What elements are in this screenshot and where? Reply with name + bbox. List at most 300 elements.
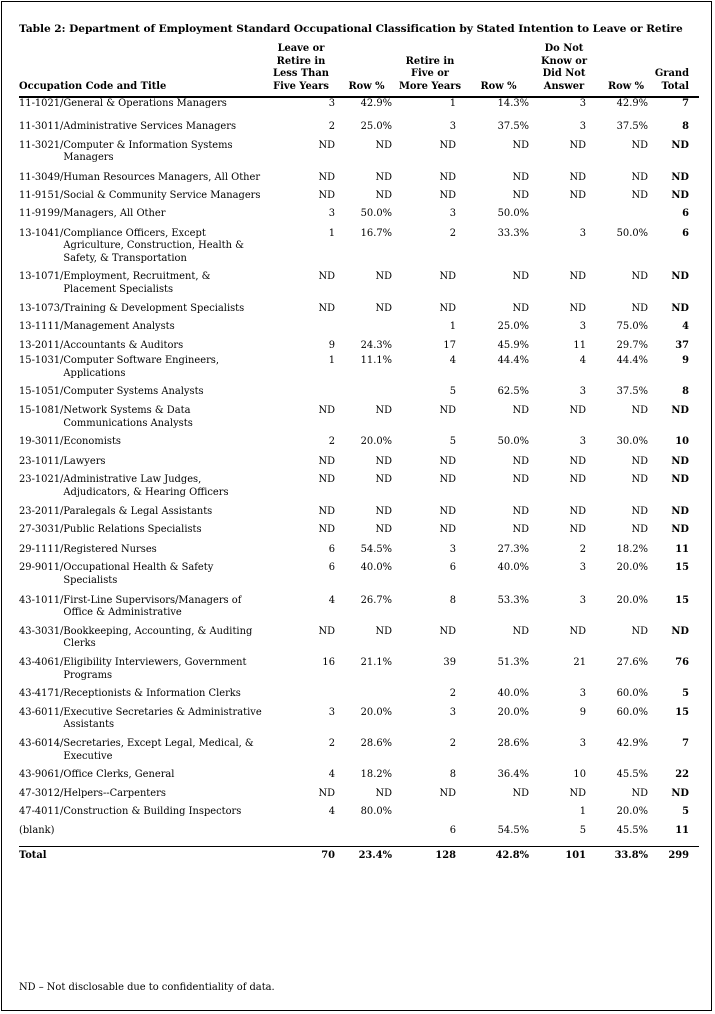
grand-total-cell: 11 <box>675 543 689 555</box>
occupation-title: Administrative Law Judges, Adjudicators, & Hearing Officers <box>63 474 229 499</box>
grand-total-cell: ND <box>671 405 689 417</box>
occupation-title: Managers, All Other <box>63 207 166 219</box>
retire-count-cell: 6 <box>449 824 456 836</box>
retire-count-cell: 3 <box>449 543 456 555</box>
dontknow-row-pct-cell: ND <box>631 190 648 202</box>
retire-count-cell: 2 <box>449 688 456 700</box>
dontknow-row-pct-cell: ND <box>631 302 648 314</box>
dontknow-row-pct-cell: 75.0% <box>616 321 648 333</box>
leave-row-pct-cell: ND <box>375 302 392 314</box>
occupation-title: Social & Community Service Managers <box>63 190 261 202</box>
leave-row-pct-cell: ND <box>375 171 392 183</box>
occupation-cell <box>19 825 262 846</box>
dontknow-count-cell: 3 <box>579 227 586 239</box>
retire-row-pct-cell: 44.4% <box>497 355 529 367</box>
grand-total-cell: 7 <box>682 98 689 110</box>
retire-row-pct-cell: 50.0% <box>497 436 529 448</box>
table-row <box>19 806 699 825</box>
occupation-title: (blank) <box>19 824 55 836</box>
grand-total-cell: 76 <box>675 656 689 668</box>
occupation-entry <box>19 788 262 801</box>
table-row <box>19 544 699 563</box>
occupation-cell <box>19 271 262 302</box>
occupation-cell <box>19 208 262 228</box>
occupation-code: 13-1041/ <box>19 227 64 239</box>
leave-row-pct-cell: ND <box>375 474 392 486</box>
dontknow-count-cell: ND <box>569 625 586 637</box>
leave-count-cell: 4 <box>328 769 335 781</box>
retire-count-cell: 3 <box>449 120 456 132</box>
retire-count-cell: 3 <box>449 207 456 219</box>
header-leave-line: Five Years <box>273 80 329 92</box>
retire-count-cell: ND <box>439 139 456 151</box>
leave-count-cell: ND <box>318 625 335 637</box>
table-body <box>19 97 699 862</box>
retire-row-pct-cell: ND <box>512 302 529 314</box>
table-row <box>19 303 699 322</box>
occupation-entry <box>19 190 262 203</box>
dontknow-row-pct-cell: ND <box>631 405 648 417</box>
dontknow-count-cell: ND <box>569 787 586 799</box>
occupation-code: 43-4171/ <box>19 688 64 700</box>
leave-row-pct-cell: ND <box>375 405 392 417</box>
dontknow-count-cell: 9 <box>579 706 586 718</box>
occupation-title: Administrative Services Managers <box>63 120 237 132</box>
grand-total-cell: 7 <box>682 737 689 749</box>
dontknow-count-cell: 1 <box>579 806 586 818</box>
header-dontknow <box>530 43 598 97</box>
table-title: Table 2: Department of Employment Standard Occupational Classification by Stated Intention to Leave or Retire <box>19 23 683 35</box>
occupation-code: 13-1073/ <box>19 302 64 314</box>
dontknow-row-pct-cell: ND <box>631 139 648 151</box>
occupation-code: 43-1011/ <box>19 594 64 606</box>
retire-count-cell: 1 <box>449 321 456 333</box>
retire-row-pct-cell: 25.0% <box>497 321 529 333</box>
occupation-code: 11-3049/ <box>19 171 64 183</box>
total-retire-row-pct-cell: 42.8% <box>467 846 530 862</box>
retire-count-cell: ND <box>439 455 456 467</box>
dontknow-count-cell: 3 <box>579 688 586 700</box>
occupation-title: Training & Development Specialists <box>63 302 245 314</box>
leave-row-pct-cell: ND <box>375 455 392 467</box>
leave-row-pct-cell: ND <box>375 505 392 517</box>
occupation-entry <box>19 626 262 651</box>
retire-row-pct-cell: 51.3% <box>497 656 529 668</box>
leave-row-pct-cell: ND <box>375 271 392 283</box>
occupation-code: 11-1021/ <box>19 98 64 110</box>
occupation-entry <box>19 506 262 519</box>
occupation-code: 15-1031/ <box>19 355 64 367</box>
occupation-code: 29-9011/ <box>19 562 64 574</box>
dontknow-count-cell: ND <box>569 302 586 314</box>
leave-count-cell: ND <box>318 190 335 202</box>
retire-row-pct-cell: 36.4% <box>497 769 529 781</box>
total-leave-count-cell: 70 <box>262 846 340 862</box>
retire-row-pct-cell: 50.0% <box>497 207 529 219</box>
leave-count-cell: ND <box>318 455 335 467</box>
occupation-cell <box>19 544 262 563</box>
dontknow-count-cell: 21 <box>573 656 586 668</box>
retire-row-pct-cell: ND <box>512 271 529 283</box>
occupation-cell <box>19 657 262 688</box>
occupation-cell <box>19 769 262 788</box>
leave-count-cell: ND <box>318 524 335 536</box>
leave-count-cell <box>262 825 340 846</box>
occupation-title: Occupational Health & Safety Specialists <box>63 562 214 586</box>
occupation-cell <box>19 97 262 121</box>
leave-row-pct-cell: 50.0% <box>360 207 392 219</box>
leave-row-pct-cell: ND <box>375 787 392 799</box>
header-retire-line: More Years <box>398 80 462 92</box>
leave-count-cell: ND <box>318 139 335 151</box>
occupation-title: Computer Systems Analysts <box>63 386 204 398</box>
retire-count-cell: ND <box>439 302 456 314</box>
grand-total-cell: 9 <box>682 355 689 367</box>
retire-count-cell: ND <box>439 271 456 283</box>
retire-count-cell: 39 <box>443 656 456 668</box>
occupation-code: 15-1051/ <box>19 386 64 398</box>
leave-count-cell <box>262 688 340 707</box>
occupation-title: First-Line Supervisors/Managers of Office & Administrative <box>63 594 242 619</box>
dontknow-row-pct-cell: ND <box>631 474 648 486</box>
occupation-code: 29-1111/ <box>19 543 64 555</box>
retire-count-cell: ND <box>439 474 456 486</box>
retire-row-pct-cell: 20.0% <box>497 706 529 718</box>
occupation-code: 23-2011/ <box>19 505 64 517</box>
grand-total-cell: 4 <box>682 321 689 333</box>
leave-row-pct-cell: 28.6% <box>360 737 392 749</box>
dontknow-count-cell: 3 <box>579 594 586 606</box>
leave-count-cell: ND <box>318 787 335 799</box>
retire-row-pct-cell: ND <box>512 171 529 183</box>
dontknow-row-pct-cell: ND <box>631 505 648 517</box>
occupation-entry <box>19 595 262 620</box>
occupation-title: Receptionists & Information Clerks <box>63 688 241 700</box>
occupation-code: 23-1021/ <box>19 474 64 486</box>
leave-row-pct-cell: 40.0% <box>360 562 392 574</box>
total-label: Total <box>19 846 262 862</box>
occupation-title: Registered Nurses <box>63 543 157 555</box>
leave-count-cell: 9 <box>328 339 335 351</box>
table-row <box>19 405 699 436</box>
occupation-title: Employment, Recruitment, & Placement Specialists <box>63 271 211 295</box>
header-row-pct-3: Row % <box>598 43 654 97</box>
retire-count-cell: 3 <box>449 706 456 718</box>
total-leave-row-pct-cell: 23.4% <box>340 846 393 862</box>
dontknow-row-pct-cell: 20.0% <box>616 594 648 606</box>
retire-row-pct-cell: ND <box>512 455 529 467</box>
occupation-code: 43-9061/ <box>19 769 64 781</box>
dontknow-count-cell: ND <box>569 171 586 183</box>
occupation-entry <box>19 208 262 221</box>
retire-count-cell: ND <box>439 171 456 183</box>
occupation-title: Lawyers <box>63 455 106 467</box>
occupation-title: Bookkeeping, Accounting, & Auditing Clerks <box>63 625 253 650</box>
occupation-entry <box>19 140 262 165</box>
occupation-entry <box>19 707 262 732</box>
retire-count-cell: ND <box>439 625 456 637</box>
occupation-entry <box>19 121 262 134</box>
occupation-cell <box>19 140 262 172</box>
dontknow-row-pct-cell: ND <box>631 171 648 183</box>
retire-row-pct-cell: 28.6% <box>497 737 529 749</box>
retire-row-pct-cell: 45.9% <box>497 339 529 351</box>
occupation-title: Computer Software Engineers, Applications <box>63 355 219 379</box>
occupation-code: 23-1011/ <box>19 455 64 467</box>
occupation-title: Office Clerks, General <box>63 769 175 781</box>
dontknow-count-cell <box>530 208 598 228</box>
grand-total-cell: 5 <box>682 806 689 818</box>
occupation-title: Paralegals & Legal Assistants <box>63 505 213 517</box>
grand-total-cell: ND <box>671 171 689 183</box>
occupation-cell <box>19 436 262 456</box>
retire-row-pct-cell: ND <box>512 505 529 517</box>
dontknow-count-cell: 5 <box>579 824 586 836</box>
header-dontknow-line: Do Not <box>544 43 584 54</box>
header-grand-total <box>654 43 699 97</box>
occupation-code: 11-3011/ <box>19 120 64 132</box>
dontknow-row-pct-cell: 45.5% <box>616 769 648 781</box>
leave-count-cell: 6 <box>328 562 335 574</box>
occupation-code: 15-1081/ <box>19 405 64 417</box>
table-row <box>19 340 699 356</box>
occupation-entry <box>19 474 262 499</box>
retire-row-pct-cell: 33.3% <box>497 227 529 239</box>
table-row <box>19 271 699 302</box>
leave-count-cell: ND <box>318 302 335 314</box>
leave-row-pct-cell <box>340 688 393 707</box>
dontknow-count-cell: 3 <box>579 562 586 574</box>
leave-row-pct-cell: 18.2% <box>360 769 392 781</box>
grand-total-cell: ND <box>671 625 689 637</box>
table-row <box>19 474 699 505</box>
occupation-title: Management Analysts <box>63 321 175 333</box>
retire-row-pct-cell: ND <box>512 139 529 151</box>
leave-row-pct-cell: 80.0% <box>360 806 392 818</box>
grand-total-cell: ND <box>671 190 689 202</box>
occupation-cell <box>19 806 262 825</box>
dontknow-count-cell: 3 <box>579 321 586 333</box>
leave-row-pct-cell: 24.3% <box>360 339 392 351</box>
leave-count-cell: 2 <box>328 436 335 448</box>
occupation-code: 11-9199/ <box>19 207 64 219</box>
retire-row-pct-cell: ND <box>512 787 529 799</box>
table-row <box>19 208 699 228</box>
table-row <box>19 121 699 140</box>
retire-count-cell: ND <box>439 190 456 202</box>
table-row <box>19 228 699 272</box>
occupation-entry <box>19 825 262 838</box>
retire-count-cell: 17 <box>443 339 456 351</box>
grand-total-cell: 22 <box>675 769 689 781</box>
table-row <box>19 436 699 456</box>
grand-total-cell: ND <box>671 139 689 151</box>
dontknow-row-pct-cell: ND <box>631 787 648 799</box>
table-row <box>19 172 699 191</box>
grand-total-cell: 8 <box>682 386 689 398</box>
header-grand-line: Grand <box>654 68 689 80</box>
occupation-title: Construction & Building Inspectors <box>63 806 242 818</box>
table-row <box>19 738 699 769</box>
occupation-title: Helpers--Carpenters <box>63 787 166 799</box>
grand-total-cell: ND <box>671 787 689 799</box>
occupation-code: 27-3031/ <box>19 524 64 536</box>
grand-total-cell: 15 <box>675 594 689 606</box>
dontknow-count-cell: 10 <box>573 769 586 781</box>
occupation-title: Executive Secretaries & Administrative Assistants <box>63 706 262 731</box>
retire-row-pct-cell: 14.3% <box>497 98 529 110</box>
leave-count-cell <box>262 321 340 340</box>
retire-row-pct-cell: ND <box>512 190 529 202</box>
total-grand-total-cell: 299 <box>654 846 699 862</box>
occupation-entry <box>19 436 262 449</box>
total-row <box>19 846 699 862</box>
dontknow-row-pct-cell: 60.0% <box>616 688 648 700</box>
retire-count-cell: 6 <box>449 562 456 574</box>
retire-row-pct-cell: 53.3% <box>497 594 529 606</box>
header-leave-line: Leave or <box>277 43 325 54</box>
occupation-entry <box>19 769 262 782</box>
occupation-entry <box>19 524 262 537</box>
occupation-cell <box>19 190 262 208</box>
dontknow-row-pct-cell: ND <box>631 625 648 637</box>
leave-row-pct-cell <box>340 321 393 340</box>
leave-row-pct-cell: 20.0% <box>360 436 392 448</box>
occupation-entry <box>19 271 262 296</box>
grand-total-cell: 6 <box>682 207 689 219</box>
table-row <box>19 506 699 525</box>
dontknow-row-pct-cell: 27.6% <box>616 656 648 668</box>
occupation-code: 43-4061/ <box>19 656 64 668</box>
header-retire-line: Five or <box>410 68 449 80</box>
table-row <box>19 386 699 405</box>
dontknow-row-pct-cell: ND <box>631 524 648 536</box>
leave-count-cell: 6 <box>328 543 335 555</box>
occupation-entry <box>19 355 262 380</box>
occupation-cell <box>19 340 262 356</box>
occupation-entry <box>19 98 262 111</box>
retire-count-cell: 5 <box>449 386 456 398</box>
leave-row-pct-cell <box>340 386 393 405</box>
dontknow-row-pct-cell: 42.9% <box>616 737 648 749</box>
occupation-code: 13-1111/ <box>19 321 64 333</box>
header-dontknow-line: Know or <box>540 55 588 67</box>
retire-row-pct-cell: 54.5% <box>497 824 529 836</box>
retire-count-cell: ND <box>439 787 456 799</box>
retire-row-pct-cell: ND <box>512 474 529 486</box>
table-row <box>19 562 699 594</box>
occupation-code: 43-6011/ <box>19 706 64 718</box>
total-retire-count-cell: 128 <box>393 846 467 862</box>
grand-total-cell: ND <box>671 271 689 283</box>
table-row <box>19 456 699 475</box>
occupation-code: 43-3031/ <box>19 625 64 637</box>
occupation-code: 13-2011/ <box>19 339 64 351</box>
grand-total-cell: 8 <box>682 120 689 132</box>
occupation-cell <box>19 303 262 322</box>
leave-row-pct-cell: ND <box>375 524 392 536</box>
occupation-entry <box>19 657 262 682</box>
leave-row-pct-cell: 21.1% <box>360 656 392 668</box>
leave-count-cell: 1 <box>328 355 335 367</box>
table-row <box>19 595 699 626</box>
leave-row-pct-cell: 26.7% <box>360 594 392 606</box>
leave-count-cell: 4 <box>328 806 335 818</box>
grand-total-cell: 15 <box>675 706 689 718</box>
dontknow-count-cell: ND <box>569 271 586 283</box>
dontknow-count-cell: 11 <box>573 339 586 351</box>
occupation-entry <box>19 340 262 353</box>
dontknow-count-cell: 3 <box>579 737 586 749</box>
grand-total-cell: 6 <box>682 227 689 239</box>
occupation-cell <box>19 595 262 626</box>
dontknow-row-pct-cell: 20.0% <box>616 562 648 574</box>
occupation-cell <box>19 321 262 340</box>
header-row <box>19 43 699 97</box>
occupation-entry <box>19 228 262 266</box>
leave-row-pct-cell <box>340 825 393 846</box>
occupation-title: Economists <box>63 436 121 448</box>
retire-count-cell: ND <box>439 405 456 417</box>
leave-count-cell: 3 <box>328 706 335 718</box>
dontknow-count-cell: ND <box>569 405 586 417</box>
table-row <box>19 524 699 544</box>
leave-count-cell: 1 <box>328 227 335 239</box>
occupation-entry <box>19 172 262 185</box>
grand-total-cell: 37 <box>675 339 689 351</box>
header-leave-line: Less Than <box>273 68 329 80</box>
header-row-pct-2: Row % <box>467 43 530 97</box>
header-grand-line: Total <box>661 80 689 92</box>
leave-count-cell: 2 <box>328 120 335 132</box>
header-retire <box>393 43 467 97</box>
leave-count-cell: ND <box>318 505 335 517</box>
occupation-cell <box>19 562 262 594</box>
retire-count-cell <box>393 806 467 825</box>
leave-row-pct-cell: 20.0% <box>360 706 392 718</box>
grand-total-cell: 10 <box>675 436 689 448</box>
retire-row-pct-cell: 62.5% <box>497 386 529 398</box>
occupation-entry <box>19 806 262 819</box>
leave-count-cell: 3 <box>328 98 335 110</box>
leave-count-cell: 2 <box>328 737 335 749</box>
table-row <box>19 825 699 846</box>
occupation-entry <box>19 456 262 469</box>
occupation-code: 43-6014/ <box>19 737 64 749</box>
retire-count-cell: 2 <box>449 737 456 749</box>
retire-row-pct-cell: 27.3% <box>497 543 529 555</box>
leave-count-cell: 16 <box>322 656 335 668</box>
occupation-code: 11-9151/ <box>19 190 64 202</box>
leave-count-cell: 4 <box>328 594 335 606</box>
occupation-entry <box>19 562 262 587</box>
retire-row-pct-cell: 40.0% <box>497 688 529 700</box>
dontknow-count-cell: ND <box>569 474 586 486</box>
retire-count-cell: ND <box>439 505 456 517</box>
dontknow-count-cell: ND <box>569 455 586 467</box>
leave-row-pct-cell: 25.0% <box>360 120 392 132</box>
occupation-cell <box>19 405 262 436</box>
grand-total-cell: ND <box>671 302 689 314</box>
dontknow-row-pct-cell: 29.7% <box>616 339 648 351</box>
dontknow-count-cell: 3 <box>579 120 586 132</box>
retire-row-pct-cell: 40.0% <box>497 562 529 574</box>
table-row <box>19 788 699 807</box>
header-dontknow-line: Did Not <box>542 68 586 80</box>
grand-total-cell: ND <box>671 455 689 467</box>
occupation-cell <box>19 738 262 769</box>
grand-total-cell: ND <box>671 505 689 517</box>
